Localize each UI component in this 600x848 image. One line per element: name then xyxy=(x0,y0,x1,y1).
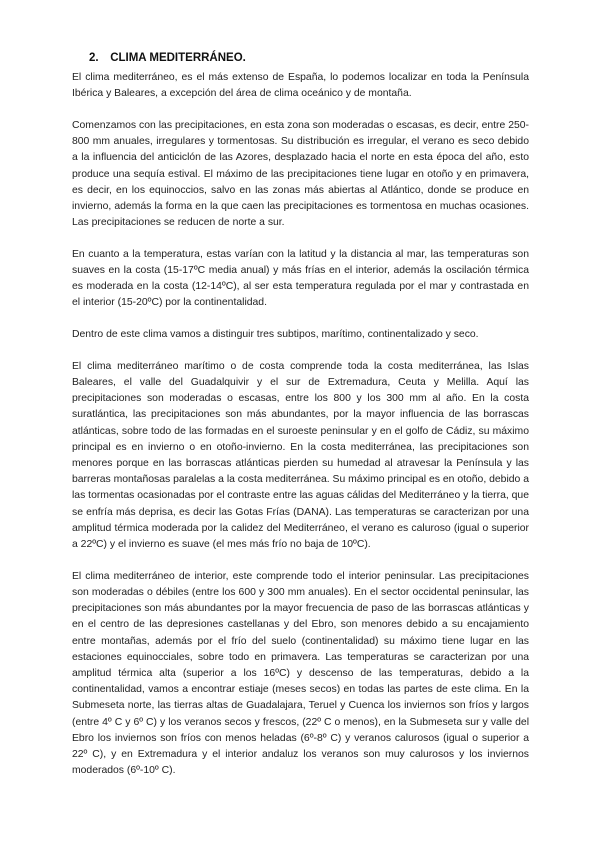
section-number: 2. xyxy=(89,52,99,64)
document-page xyxy=(72,50,529,795)
section-title: CLIMA MEDITERRÁNEO. xyxy=(110,52,246,64)
paragraph-subtypes: Dentro de este clima vamos a distinguir tres subtipos, marítimo, continentalizado y seco. xyxy=(72,329,479,341)
paragraph-temperature: En cuanto a la temperatura, estas varían con la latitud y la distancia al mar, las temperaturas son suaves en la costa (15-17ºC media anual) y más frías en el interior, además la oscilación térmica es moderada en la costa (12-14ºC), al ser esta temperatura regulada por el mar y contrastada en el interior (15-20ºC) por la continentalidad. xyxy=(72,248,529,309)
section-heading xyxy=(89,50,529,66)
paragraph-interior: El clima mediterráneo de interior, este comprende todo el interior peninsular. Las precipitaciones son moderadas o débiles (entre los 600 y 300 mm anuales). En el sector occidental peninsular, las precipitaciones son más abundantes por la mayor frecuencia de paso de las borrascas atlánticas y en el centro de las depresiones castellanas y del Ebro, son menores debido a su encajamiento entre montañas, además por el frío del suelo (continentalidad) su máximo tiene lugar en las estaciones equinocciales, sobre todo en primavera. Las temperaturas se caracterizan por una amplitud térmica alta (superior a los 16ºC) y descenso de las temperaturas, debido a la continentalidad, vamos a encontrar estiaje (meses secos) en todas las partes de este clima. En la Submeseta norte, las tierras altas de Guadalajara, Teruel y Cuenca los inviernos son fríos y largos (entre 4º C y 6º C) y los veranos secos y frescos, (22º C o menos), en la Submeseta sur y valle del Ebro los inviernos son fríos con menos heladas (6º-8º C) y veranos calurosos (igual o superior a 22º C), y en Extremadura y el interior andaluz los veranos son muy calurosos y los inviernos moderados (6º-10º C). xyxy=(72,570,529,777)
paragraph-precipitation: Comenzamos con las precipitaciones, en esta zona son moderadas o escasas, es decir, entre 250-800 mm anuales, irregulares y tormentosas. Su distribución es irregular, el verano es seco debido a la influencia del anticiclón de las Azores, desplazado hacia el norte en esta época del año, esto produce una sequía estival. El máximo de las precipitaciones tiene lugar en otoño y en primavera, es decir, en los equinoccios, salvo en las zonas más abiertas al Atlántico, donde se produce en invierno, además la forma en la que caen las precipitaciones es tormentosa en muchas ocasiones. Las precipitaciones se reducen de norte a sur. xyxy=(72,119,529,229)
paragraph-intro: El clima mediterráneo, es el más extenso de España, lo podemos localizar en toda la Península Ibérica y Baleares, a excepción del área de clima oceánico y de montaña. xyxy=(72,72,529,100)
paragraph-maritime: El clima mediterráneo marítimo o de costa comprende toda la costa mediterránea, las Islas Baleares, el valle del Guadalquivir y el sur de Extremadura, Ceuta y Melilla. Aquí las precipitaciones son moderadas o escasas, entre los 800 y los 300 mm al año. En la costa suratlántica, las precipitaciones son más abundantes, por la mayor influencia de las borrascas atlánticas, sobre todo de las formadas en el suroeste peninsular y en el golfo de Cádiz, su máximo principal es en invierno o en otoño-invierno. En la costa mediterránea, las precipitaciones son menores porque en las borrascas atlánticas pierden su humedad al atravesar la Península y las barreras montañosas paralelas a la costa mediterránea. Su máximo principal es en otoño, debido a las tormentas ocasionadas por el contraste entre las aguas cálidas del Mediterráneo y la tierra, que se enfría más deprisa, es decir las Gotas Frías (DANA). Las temperaturas se caracterizan por una amplitud térmica moderada por la calidez del Mediterráneo, el verano es caluroso (igual o superior a 22ºC) y el invierno es suave (el mes más frío no baja de 10ºC). xyxy=(72,360,529,551)
